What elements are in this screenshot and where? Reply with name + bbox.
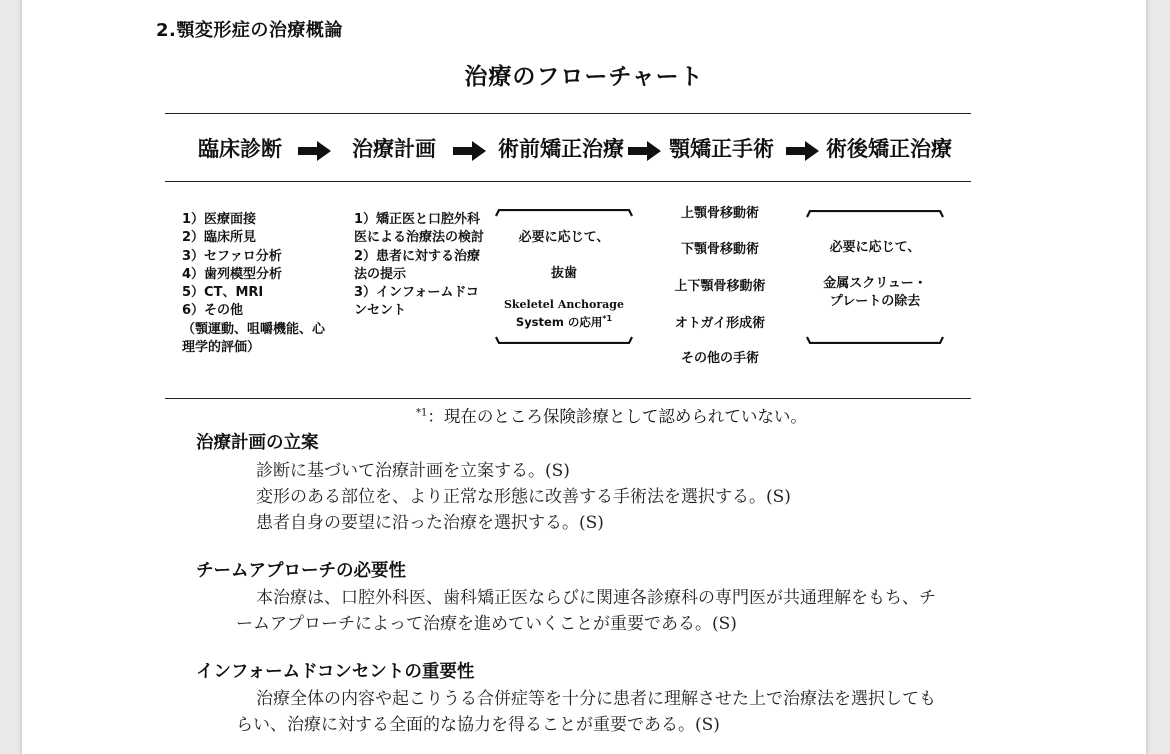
subsection-heading: 治療計画の立案: [196, 433, 319, 453]
document-page: [22, 0, 1146, 754]
list-item: 5）CT、MRI: [182, 285, 264, 301]
list-item: 1）矯正医と口腔外科医による治療法の検討: [354, 212, 485, 246]
list-item: 3）インフォームドコンセント: [354, 285, 479, 319]
subsection-heading: チームアプローチの必要性: [196, 561, 406, 581]
flowchart-title: 治療のフローチャート: [464, 64, 704, 90]
subsection-heading: インフォームドコンセントの重要性: [196, 662, 475, 682]
arrow-right-icon: [453, 140, 486, 162]
list-item: 3）セファロ分析: [182, 248, 282, 264]
paragraph-line: 治療全体の内容や起こりうる合併症等を十分に患者に理解させた上で治療法を選択しても: [256, 689, 936, 709]
list-item: 4）歯列模型分析: [182, 266, 283, 282]
list-item: その他の手術: [680, 351, 759, 366]
pre-ortho-extraction: 抜歯: [550, 266, 577, 281]
list-item: （顎運動、咀嚼機能、心理学的評価）: [182, 321, 326, 356]
list-item: 上顎骨移動術: [680, 206, 759, 221]
bracket-top: [495, 209, 633, 217]
footnote-mark: *1: [416, 407, 428, 419]
stage-postoperative-orthodontics: 術後矯正治療: [826, 137, 952, 161]
paragraph-line: ームアプローチによって治療を進めていくことが重要である。(S): [236, 614, 737, 634]
paragraph-line: 診断に基づいて治療計画を立案する。(S): [256, 461, 570, 481]
bracket-top: [806, 210, 944, 218]
stage-preoperative-orthodontics: 術前矯正治療: [498, 137, 624, 161]
paragraph-line: 患者自身の要望に沿った治療を選択する。(S): [256, 513, 604, 533]
arrow-right-icon: [628, 140, 661, 162]
bracket-bottom: [806, 336, 944, 344]
divider-top: [165, 113, 971, 114]
paragraph-line: らい、治療に対する全面的な協力を得ることが重要である。(S): [236, 715, 720, 735]
pre-ortho-system: System の応用$^{*1}$: [515, 314, 613, 329]
planning-list: [354, 211, 489, 321]
bracket-bottom: [495, 336, 633, 344]
list-item: 6）その他: [182, 303, 244, 319]
footnote-mark: *1: [602, 314, 613, 324]
pre-ortho-anchorage: Skeletel Anchorage: [503, 298, 624, 311]
arrow-right-icon: [298, 140, 331, 162]
stage-treatment-plan: 治療計画: [352, 137, 436, 161]
list-item: 上下顎骨移動術: [674, 279, 766, 294]
list-item: 2）患者に対する治療法の提示: [354, 248, 481, 282]
divider-middle: [165, 181, 971, 182]
arrow-right-icon: [786, 140, 819, 162]
footnote: $^{*1}$：現在のところ保険診療として認められていない。: [416, 407, 807, 426]
list-item: 下顎骨移動術: [680, 242, 759, 257]
list-item: オトガイ形成術: [674, 316, 766, 331]
stage-orthognathic-surgery: 顎矯正手術: [669, 137, 774, 161]
divider-bottom: [165, 398, 971, 399]
post-ortho-plate: プレートの除去: [829, 294, 921, 309]
paragraph-line: 変形のある部位を、より正常な形態に改善する手術法を選択する。(S): [256, 487, 791, 507]
paragraph-line: 本治療は、口腔外科医、歯科矯正医ならびに関連各診療科の専門医が共通理解をもち、チ: [256, 588, 936, 608]
post-ortho-note: 必要に応じて、: [829, 240, 921, 255]
post-ortho-screw: 金属スクリュー・: [823, 276, 927, 291]
list-item: 2）臨床所見: [182, 230, 257, 246]
section-heading: 2.顎変形症の治療概論: [156, 20, 343, 41]
pre-ortho-note: 必要に応じて、: [518, 230, 610, 245]
diagnosis-list: [182, 211, 332, 357]
stage-clinical-diagnosis: 臨床診断: [198, 137, 282, 161]
list-item: 1）医療面接: [182, 212, 257, 227]
